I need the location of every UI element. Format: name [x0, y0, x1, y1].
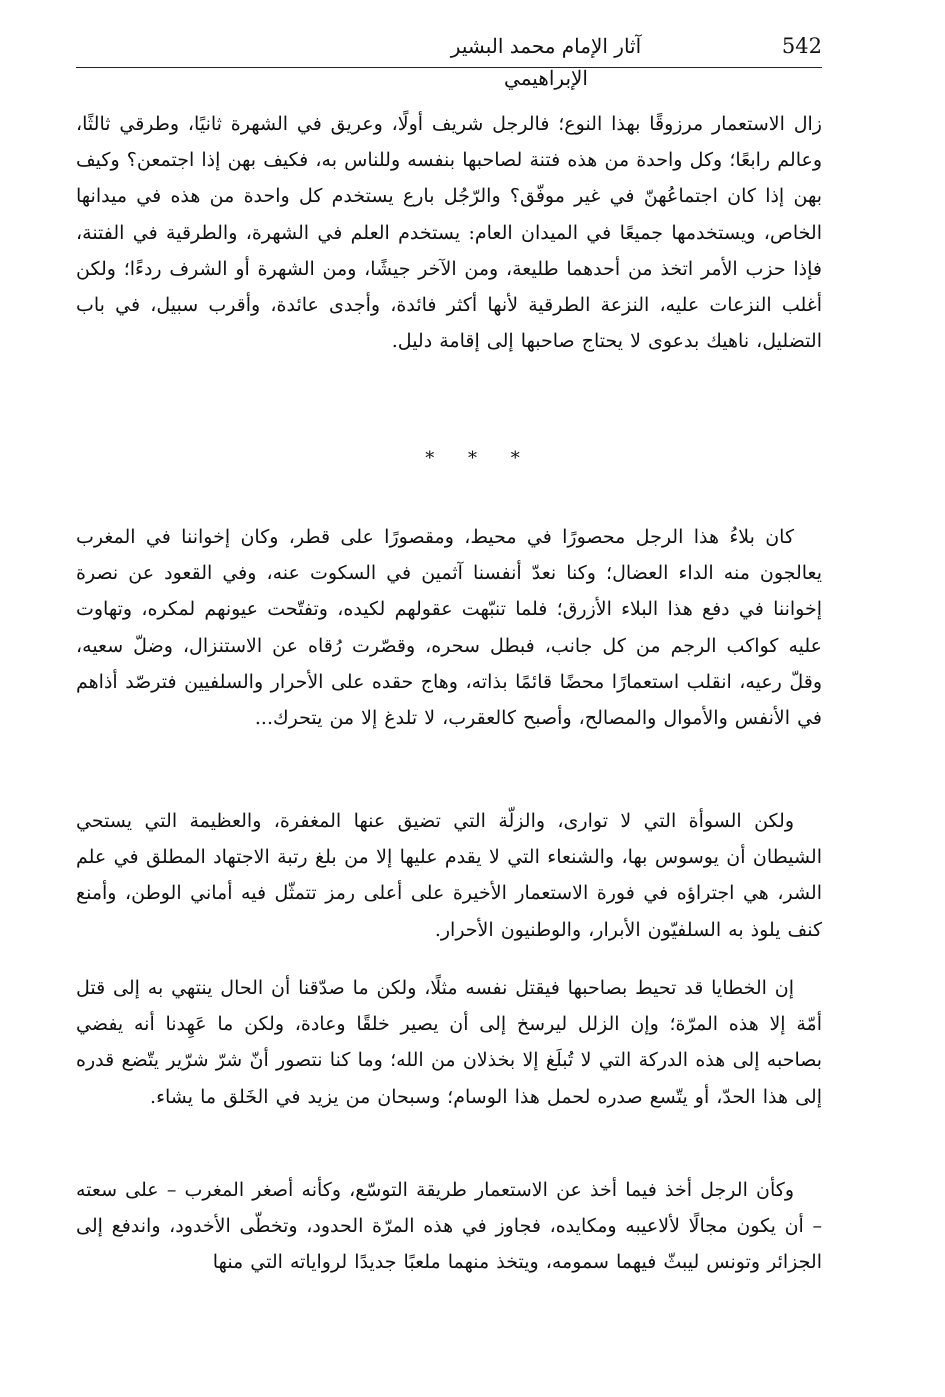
page-header [76, 28, 822, 90]
paragraph-5-text: وكأن الرجل أخذ فيما أخذ عن الاستعمار طريقة التوسّع، وكأنه أصغر المغرب – على سعته – أن يكون مجالًا لألاعيبه ومكايده، فجاوز في هذه المرّة الحدود، وتخطّى الأخدود، واندفع إلى الجزائر وتونس ليبثّ فيهما سمومه، ويتخذ منهما ملعبًا جديدًا لرواياته التي منها [76, 1179, 822, 1274]
paragraph-4-text: إن الخطايا قد تحيط بصاحبها فيقتل نفسه مثلًا، ولكن ما صدّقنا أن الحال ينتهي به إلى قتل أمّة إلا هذه المرّة؛ وإن الزلل ليرسخ إلى أن يصير خلقًا وعادة، ولكن ما عَهِدنا أنه يفضي بصاحبه إلى هذه الدركة التي لا تُبلَغ إلا بخذلان من الله؛ وما كنا نتصور أنّ شرّ شرّير يتّضع قدره إلى هذا الحدّ، أو يتّسع صدره لحمل هذا الوسام؛ وسبحان من يزيد في الخَلق ما يشاء. [76, 977, 822, 1108]
paragraph-3 [76, 803, 822, 948]
paragraph-1 [76, 106, 822, 359]
paragraph-5 [76, 1172, 822, 1281]
paragraph-3-text: ولكن السوأة التي لا توارى، والزلّة التي تضيق عنها المغفرة، والعظيمة التي يستحي الشيطان أن يوسوس بها، والشنعاء التي لا يقدم عليها إلا من بلغ رتبة الاجتهاد المطلق في علم الشر، هي اجتراؤه في فورة الاستعمار الأخيرة على أعلى رمز تتمثّل فيه أماني الوطن، وأمنع كنف يلوذ به السلفيّون الأبرار، والوطنيون الأحرار. [76, 810, 822, 941]
page-number: 542 [781, 34, 822, 58]
paragraph-2-text: كان بلاءُ هذا الرجل محصورًا في محيط، ومقصورًا على قطر، وكان إخواننا في المغرب يعالجون منه الداء العضال؛ وكنا نعدّ أنفسنا آثمين في السكوت عنه، وفي القعود عن نصرة إخواننا في دفع هذا البلاء الأزرق؛ فلما تنبّهت عقولهم لكيده، وتفتّحت عيونهم لمكره، وتهاوت عليه كواكب الرجم من كل جانب، فبطل سحره، وقصّرت رُقاه عن الاستنزال، وضلّ سعيه، وقلّ رعيه، انقلب استعمارًا محضًا قائمًا بذاته، وهاج حقده على الأحرار والسلفيين فترصّد أذاهم في الأنفس والأموال والمصالح، وأصبح كالعقرب، لا تلدغ إلا من يتحرك... [76, 526, 822, 730]
paragraph-2 [76, 519, 822, 736]
section-separator [0, 444, 945, 474]
paragraph-1-text: زال الاستعمار مرزوقًا بهذا النوع؛ فالرجل شريف أولًا، وعريق في الشهرة ثانيًا، وطرقي ثالثًا، وعالم رابعًا؛ وكل واحدة من هذه فتنة لصاحبها بنفسه وللناس به، فكيف بهن إذا اجتمعن؟ وكيف بهن إذا كان اجتماعُهنّ في غير موفّق؟ والرّجُل بارع يستخدم كل واحدة من هذه في ميدانها الخاص، ويستخدمها جميعًا في الميدان العام: يستخدم العلم في الشهرة، والطرقية في الفتنة، فإذا حزب الأمر اتخذ من أحدهما طليعة، ومن الآخر جيشًا، ومن الشهرة أو الشرف ردءًا؛ ولكن أغلب النزعات عليه، النزعة الطرقية لأنها أكثر فائدة، وأجدى عائدة، وأقرب سبيل، في باب التضليل، ناهيك بدعوى لا يحتاج صاحبها إلى إقامة دليل. [76, 113, 822, 353]
book-title: آثار الإمام محمد البشير الإبراهيمي [450, 34, 642, 90]
paragraph-4 [76, 970, 822, 1115]
separator-stars: * * * [425, 448, 534, 469]
header-rule [76, 67, 822, 68]
